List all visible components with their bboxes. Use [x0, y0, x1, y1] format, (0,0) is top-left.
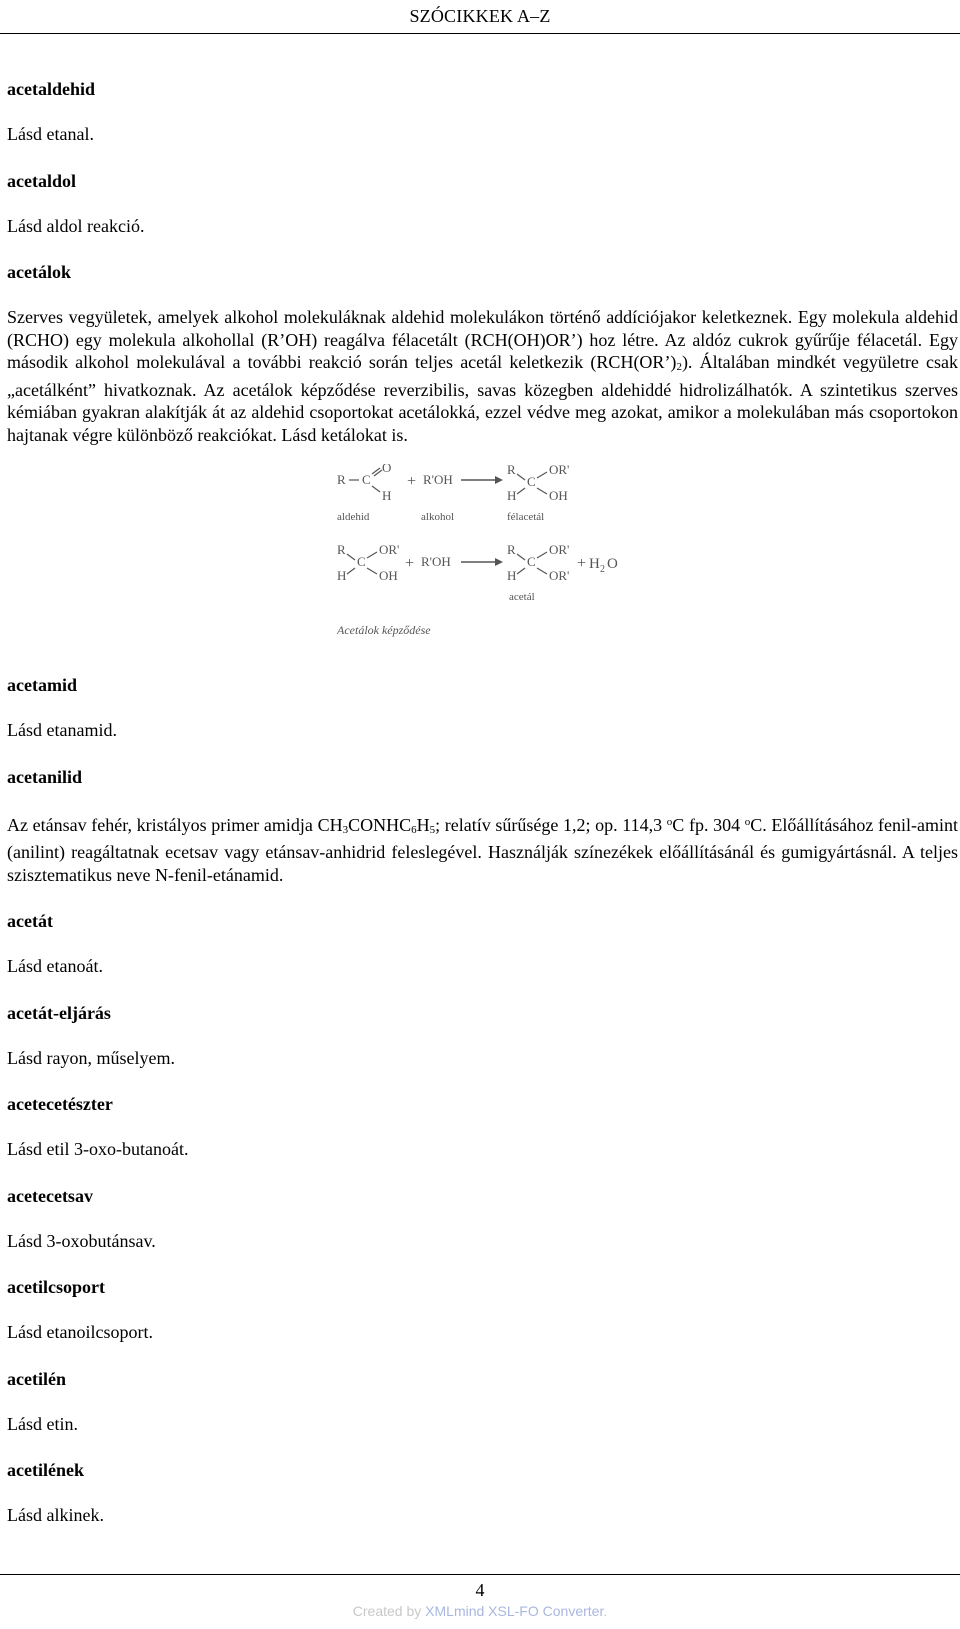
entry-definition: Lásd rayon, műselyem.	[7, 1047, 175, 1068]
entry-term: acetilén	[7, 1368, 66, 1389]
superscript: o	[744, 815, 751, 828]
reaction-text: R	[507, 542, 516, 557]
text-run: ). Általában mindkét vegyületre csak „acetálként” hivatkoznak. Az acetálok képződése reverzibilis, savas közegben aldehiddé hidrolizálhatók. A szintetikus szerves kémiában gyakran alakítják át az aldehid csoportokat acetálokká, ezzel védve meg azokat, amikor a molekulában más csoportokon hajtanak végre különböző reakciókat. Lásd ketálokat is.	[7, 352, 958, 445]
reaction-text: C	[527, 474, 536, 489]
reaction-text: H	[337, 568, 347, 583]
water-o: O	[607, 556, 618, 572]
page-number: 4	[475, 1580, 485, 1600]
reaction-scheme-image	[337, 464, 637, 652]
running-header	[0, 0, 960, 34]
label-alkohol: alkohol	[421, 511, 454, 523]
reaction-text: R	[337, 472, 346, 487]
label-felacetal: félacetál	[507, 511, 545, 523]
text-run: H	[416, 814, 430, 835]
text-run: Az etánsav fehér, kristályos primer amidja CH	[7, 814, 343, 835]
entry-term: acetecetészter	[7, 1094, 113, 1114]
entry-definition-acetalok	[7, 306, 958, 446]
reaction-text: R'OH	[423, 472, 453, 487]
entry-definition: Lásd etin.	[7, 1413, 78, 1434]
entry-term: acetát	[7, 911, 53, 931]
entry-term: acetát-eljárás	[7, 1002, 111, 1023]
subscript: 6	[411, 823, 417, 836]
entry-term: acetilcsoport	[7, 1277, 105, 1297]
entry-definition: Lásd aldol reakció.	[7, 215, 145, 236]
entry-definition: Lásd etanoilcsoport.	[7, 1322, 153, 1342]
plus-sign: +	[577, 555, 587, 572]
entry-definition: Lásd etanamid.	[7, 720, 117, 740]
reaction-text: OH	[549, 488, 568, 503]
plus-sign: +	[405, 555, 415, 572]
reaction-text: OR'	[549, 464, 570, 477]
reaction-text: C	[357, 554, 366, 569]
entry-term: acetaldol	[7, 170, 76, 191]
label-acetal: acetál	[509, 591, 535, 603]
entry-term: acetaldehid	[7, 79, 95, 99]
page-footer	[0, 1574, 960, 1619]
text-run: Szerves vegyületek, amelyek alkohol molekuláknak aldehid molekulákon történő addíciójakor keletkeznek. Egy molekula aldehid (RCHO) egy molekula alkohollal (R’OH) reagálva félacetált (RCH(OH)OR’) hoz létre. Az aldóz cukrok gyűrűje félacetál. Egy második alkohol molekulával a további reakció során teljes acetál keletkezik (RCH(OR’)	[7, 307, 958, 372]
label-aldehid: aldehid	[337, 511, 370, 523]
reaction-text: H	[507, 488, 517, 503]
entry-definition: Lásd 3-oxobutánsav.	[7, 1230, 156, 1251]
water-h: H	[589, 556, 600, 572]
reaction-text: OR'	[549, 542, 570, 557]
entry-term: acetanilid	[7, 766, 82, 787]
watermark-suffix: .	[603, 1603, 608, 1619]
reaction-text: H	[507, 568, 517, 583]
entry-definition: Lásd alkinek.	[7, 1505, 104, 1525]
reaction-text: R	[337, 542, 346, 557]
reaction-text: R'OH	[421, 554, 451, 569]
reaction-text: OR'	[379, 542, 400, 557]
acetal-formation-figure	[7, 464, 958, 652]
reaction-text: OH	[379, 568, 398, 583]
reaction-text: O	[382, 464, 392, 475]
entry-definition: Lásd etanal.	[7, 124, 94, 144]
superscript: o	[666, 815, 673, 828]
entry-term: acetilének	[7, 1460, 84, 1480]
text-run: C fp. 304	[672, 814, 745, 835]
water-subscript: 2	[600, 564, 605, 575]
entry-definition: Lásd etanoát.	[7, 956, 103, 976]
entry-definition: Lásd etil 3-oxo-butanoát.	[7, 1139, 189, 1159]
plus-sign: +	[407, 473, 417, 490]
watermark-prefix: Created by	[352, 1603, 426, 1619]
reaction-text: H	[382, 488, 392, 503]
header-title: SZÓCIKKEK A–Z	[409, 6, 551, 26]
reaction-text: R	[507, 464, 516, 477]
subscript: 5	[429, 823, 436, 836]
dictionary-entries	[7, 78, 958, 1551]
reaction-text: C	[527, 554, 536, 569]
text-run: CONHC	[348, 814, 412, 835]
subscript: 3	[342, 823, 349, 836]
entry-term: acetecetsav	[7, 1185, 93, 1206]
entry-term: acetamid	[7, 675, 77, 695]
reaction-text: OR'	[549, 568, 570, 583]
entry-definition-acetanilid	[7, 811, 958, 887]
text-run: ; relatív sűrűsége 1,2; op. 114,3	[435, 814, 667, 835]
figure-caption: Acetálok képződése	[337, 623, 431, 637]
converter-watermark	[0, 1603, 960, 1619]
text-run: C. Előállításához fenil-amint (anilint) reagáltatnak ecetsav vagy etánsav-anhidrid feleslegével. Használják színezékek előállításánál és gumigyártásnál. A teljes szisztematikus neve N-fenil-etánamid.	[7, 814, 958, 885]
entry-term: acetálok	[7, 262, 71, 282]
watermark-brand: XMLmind XSL-FO Converter	[425, 1603, 604, 1619]
subscript: 2	[676, 361, 682, 373]
reaction-text: C	[362, 472, 371, 487]
